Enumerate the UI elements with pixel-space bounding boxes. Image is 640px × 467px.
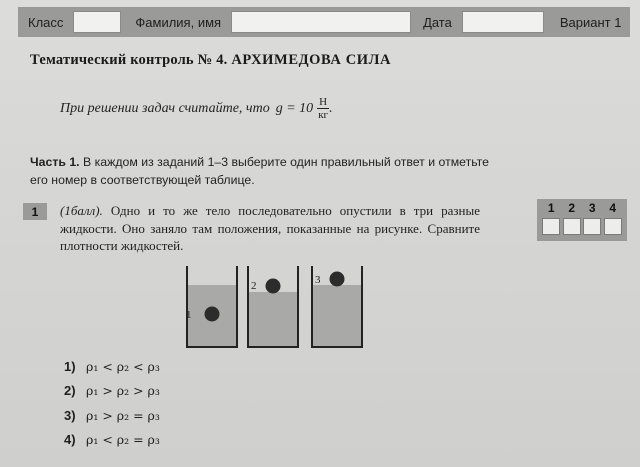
option-1-expression: ρ₁ < ρ₂ < ρ₃ [86,358,160,374]
title-topic: АРХИМЕДОВА СИЛА [231,52,392,68]
option-3-number: 3) [64,407,76,423]
beaker-2-label: 2 [251,280,257,292]
option-3[interactable] [64,403,160,428]
question-text [60,202,480,255]
option-2-expression: ρ₁ > ρ₂ > ρ₃ [86,383,160,399]
date-field[interactable] [462,11,544,33]
option-2[interactable] [64,379,160,404]
calculation-hint [60,96,333,121]
question-number-badge: 1 [23,203,47,220]
answer-box-3[interactable] [583,218,601,235]
beaker-3-liquid [312,285,362,347]
hint-unit-denominator: кг [318,109,329,121]
name-label: Фамилия, имя [135,14,222,30]
hint-g-value: g = 10 [275,100,314,116]
beaker-2-liquid [248,292,298,347]
hint-unit-fraction [317,96,329,121]
question-body: Одно и то же тело последовательно опустили в три разные жидкости. Оно заняло там положения, показанные на рисунке. Сравните плотности жидкостей. [60,203,480,253]
part1-text: В каждом из заданий 1–3 выберите один правильный ответ и отметьте его номер в соответствующей таблице. [30,155,489,187]
beaker-3-label: 3 [315,274,321,286]
option-3-expression: ρ₁ > ρ₂ = ρ₃ [86,407,160,423]
date-label: Дата [423,14,452,30]
answer-box-4[interactable] [604,218,622,235]
answer-grid [537,199,627,241]
beaker-1 [186,266,237,347]
option-4-number: 4) [64,432,76,448]
answer-options [64,354,160,452]
variant-label: Вариант 1 [559,14,622,30]
question-points: (1балл). [60,203,103,218]
hint-text: При решении задач считайте, что [60,100,270,116]
answer-grid-labels [537,199,627,215]
answer-box-2[interactable] [563,218,581,235]
answer-box-1[interactable] [542,218,560,235]
hint-unit-numerator: Н [319,96,328,108]
beaker-3 [312,266,362,347]
answer-label-2: 2 [568,201,576,215]
part1-instructions [30,153,500,189]
answer-grid-boxes [537,215,627,238]
answer-label-4: 4 [609,201,617,215]
body-ball-3 [330,272,345,287]
option-4[interactable] [64,428,160,453]
option-1-number: 1) [64,358,76,374]
class-label: Класс [28,14,64,30]
title-prefix: Тематический контроль № 4. [30,52,228,68]
page-title [30,52,391,69]
beaker-2 [248,266,298,347]
name-field[interactable] [231,11,411,33]
part1-label: Часть 1. [30,155,80,169]
option-2-number: 2) [64,383,76,399]
hint-dot: . [329,100,333,116]
body-ball-2 [266,279,281,294]
class-field[interactable] [73,11,121,33]
header-bar [18,7,630,37]
body-ball-1 [205,307,220,322]
beaker-1-label: 1 [186,309,192,321]
answer-label-3: 3 [588,201,596,215]
option-1[interactable] [64,354,160,379]
option-4-expression: ρ₁ < ρ₂ = ρ₃ [86,432,160,448]
beakers-figure [175,258,375,350]
answer-label-1: 1 [547,201,555,215]
